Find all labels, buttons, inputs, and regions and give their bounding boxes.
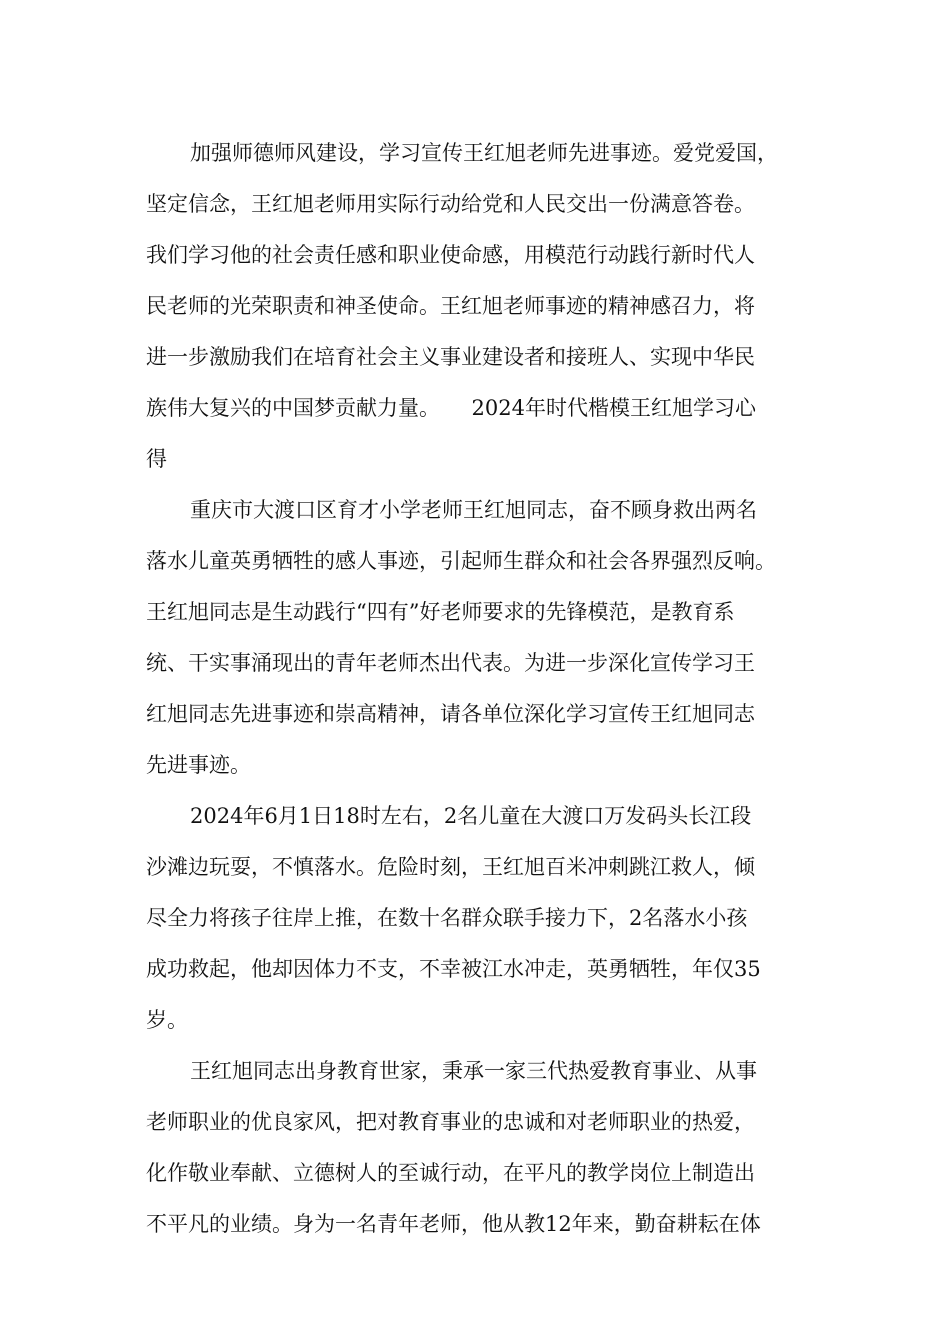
- text-line: 民老师的光荣职责和神圣使命。王红旭老师事迹的精神感召力，将: [146, 294, 755, 318]
- text-line: 2024年6月1日18时左右，2名儿童在大渡口万发码头长江段: [190, 804, 752, 828]
- text-line: 坚定信念，王红旭老师用实际行动给党和人民交出一份满意答卷。: [146, 192, 755, 216]
- text-line: 我们学习他的社会责任感和职业使命感，用模范行动践行新时代人: [146, 243, 755, 267]
- text-line: 红旭同志先进事迹和崇高精神，请各单位深化学习宣传王红旭同志: [146, 702, 755, 726]
- text-line: 重庆市大渡口区育才小学老师王红旭同志，奋不顾身救出两名: [190, 498, 757, 522]
- paragraph-2: [146, 485, 810, 791]
- text-line: 先进事迹。: [146, 753, 251, 777]
- paragraph-4: [146, 1046, 810, 1250]
- text-line: 落水儿童英勇牺牲的感人事迹，引起师生群众和社会各界强烈反响。: [146, 549, 776, 573]
- text-line: 化作敬业奉献、立德树人的至诚行动，在平凡的教学岗位上制造出: [146, 1161, 755, 1185]
- text-line: 加强师德师风建设，学习宣传王红旭老师先进事迹。爱党爱国，: [190, 141, 778, 165]
- text-line: 岁。: [146, 1008, 188, 1032]
- text-line: 沙滩边玩耍，不慎落水。危险时刻，王红旭百米冲刺跳江救人，倾: [146, 855, 755, 879]
- document-body: [146, 128, 810, 1250]
- text-line: 得: [146, 447, 167, 471]
- text-line: 王红旭同志是生动践行“四有”好老师要求的先锋模范，是教育系: [146, 600, 735, 624]
- text-line: 族伟大复兴的中国梦贡献力量。 2024年时代楷模王红旭学习心: [146, 396, 756, 420]
- paragraph-3: [146, 791, 810, 1046]
- text-line: 统、干实事涌现出的青年老师杰出代表。为进一步深化宣传学习王: [146, 651, 755, 675]
- text-line: 尽全力将孩子往岸上推，在数十名群众联手接力下，2名落水小孩: [146, 906, 748, 930]
- text-line: 王红旭同志出身教育世家，秉承一家三代热爱教育事业、从事: [190, 1059, 757, 1083]
- paragraph-1: [146, 128, 810, 485]
- text-line: 进一步激励我们在培育社会主义事业建设者和接班人、实现中华民: [146, 345, 755, 369]
- text-line: 不平凡的业绩。身为一名青年老师，他从教12年来，勤奋耕耘在体: [146, 1212, 761, 1236]
- text-line: 老师职业的优良家风，把对教育事业的忠诚和对老师职业的热爱，: [146, 1110, 755, 1134]
- text-line: 成功救起，他却因体力不支，不幸被江水冲走，英勇牺牲，年仅35: [146, 957, 761, 981]
